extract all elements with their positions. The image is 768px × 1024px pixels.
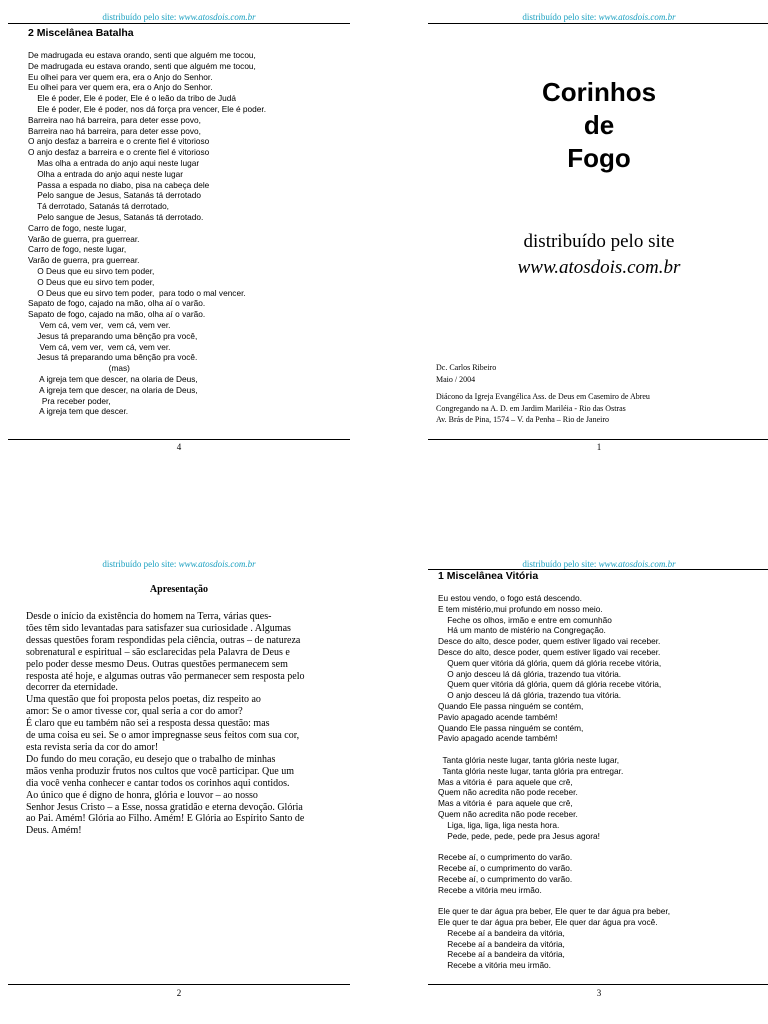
text-line: Deus. Amém! (26, 825, 82, 837)
page-number: 3 (596, 988, 602, 998)
text-line: Eu olhei para ver quem era, era o Anjo do Senhor. (28, 71, 213, 82)
text-line: Recebe a vitória meu irmão. (438, 884, 542, 895)
text-line: O Deus que eu sirvo tem poder, para todo o mal vencer. (28, 287, 246, 298)
text-line: Pavio apagado acende também! (438, 733, 558, 744)
text-line: Pede, pede, pede, pede pra Jesus agora! (438, 830, 600, 841)
text-line: Jesus tá preparando uma bênção pra você. (28, 352, 198, 363)
text-line: Mas a vitória é para aquele que crê, (438, 798, 573, 809)
text-line: Barreira nao há barreira, para deter esse povo, (28, 114, 201, 125)
cover-title-line: Fogo (567, 143, 631, 173)
text-line: dia você venha conhecer e cantar todos os corinhos aqui contidos. (26, 777, 290, 789)
text-line: Passa a espada no diabo, pisa na cabeça dele (28, 179, 210, 190)
text-line: O Deus que eu sirvo tem poder, (28, 276, 155, 287)
text-line: O anjo desceu lá dá glória, trazendo tua vitória. (438, 690, 622, 701)
text-line: Sapato de fogo, cajado na mão, olha aí o varão. (28, 309, 206, 320)
text-line: sobrenatural e espiritual – são esclarecidas pela Palavra de Deus e (26, 646, 290, 658)
song-title: 1 Miscelânea Vitória (438, 570, 539, 582)
text-line: Quem quer vitória dá glória, quem dá glória recebe vitória, (438, 657, 662, 668)
page-1 (428, 0, 768, 460)
text-line: dessas questões foram respondidas pela ciência, outras – de natureza (26, 634, 301, 646)
credit-line: Diácono da Igreja Evangélica Ass. de Deus em Casemiro de Abreu (436, 392, 650, 401)
text-line: ao Pai. Amém! Glória ao Filho. Amém! E Glória ao Espírito Santo de (26, 813, 305, 825)
text-line: E tem mistério,mui profundo em nosso meio. (438, 603, 603, 614)
text-line: Desce do alto, desce poder, quem estiver ligado vai receber. (438, 646, 661, 657)
text-line: Ele quer te dar água pra beber, Ele quer dar água pra você. (438, 916, 658, 927)
text-line: Ao único que é digno de honra, glória e louvor – ao nosso (26, 789, 258, 801)
text-line: Quando Ele passa ninguém se contém, (438, 700, 584, 711)
text-line: Recebe aí, o cumprimento do varão. (438, 862, 573, 873)
footer-rule (8, 439, 350, 440)
header-rule (8, 23, 350, 24)
text-line: Vem cá, vem ver, vem cá, vem ver. (28, 341, 171, 352)
text-line: Mas olha a entrada do anjo aqui neste lugar (28, 157, 200, 168)
page-3 (428, 540, 768, 1020)
text-line: Recebe aí a bandeira da vitória, (438, 938, 565, 949)
text-line: De madrugada eu estava orando, senti que alguém me tocou, (28, 50, 256, 60)
text-line: Recebe aí a bandeira da vitória, (438, 927, 565, 938)
text-line: pelo poder desse mesmo Deus. Outras questões permanecem sem (26, 658, 288, 670)
text-line: Pelo sangue de Jesus, Satanás tá derrotado (28, 190, 201, 201)
song-lyrics (438, 593, 768, 971)
text-line: Vem cá, vem ver, vem cá, vem ver. (28, 319, 171, 330)
text-line: amor: Se o amor tivesse cor, qual seria a cor do amor? (26, 706, 243, 718)
text-line: Uma questão que foi proposta pelos poetas, diz respeito ao (26, 694, 261, 706)
page-header: distribuído pelo site: www.atosdois.com.br (522, 12, 676, 22)
text-line: Tanta glória neste lugar, tanta glória neste lugar, (438, 754, 620, 765)
credit-line: Congregando na A. D. em Jardim Mariléia - Rio das Ostras (436, 403, 626, 413)
text-line: Ele é poder, Ele é poder, Ele é o leão da tribo de Judá (28, 93, 237, 104)
text-line: Recebe aí a bandeira da vitória, (438, 949, 565, 960)
page-header: distribuído pelo site: www.atosdois.com.br (102, 559, 256, 569)
cover-site-url: www.atosdois.com.br (517, 257, 681, 278)
text-line: Desce do alto, desce poder, quem estiver ligado vai receber. (438, 636, 661, 647)
text-line: De madrugada eu estava orando, senti que alguém me tocou, (28, 60, 256, 71)
cover-title-line: de (583, 110, 615, 140)
credit-line: Av. Brás de Pina, 1574 – V. da Penha – Rio de Janeiro (436, 415, 610, 424)
text-line: Recebe a vitória meu irmão. (438, 960, 551, 971)
text-line: Ele quer te dar água pra beber, Ele quer te dar água pra beber, (438, 906, 671, 917)
text-line: Senhor Jesus Cristo – a Esse, nossa gratidão e eterna devoção. Glória (26, 801, 303, 813)
text-line: Quem não acredita não pode receber. (438, 808, 578, 819)
text-line: Ele é poder, Ele é poder, nos dá força pra vencer, Ele é poder. (28, 103, 267, 114)
text-line: Pelo sangue de Jesus, Satanás tá derrotado. (28, 211, 204, 222)
text-line: resposta até hoje, e algumas outras vão permanecer sem resposta pelo (26, 670, 305, 682)
text-line: Barreira nao há barreira, para deter esse povo, (28, 125, 201, 136)
text-line: Feche os olhos, irmão e entre em comunhão (438, 614, 612, 625)
section-title: Apresentação (149, 584, 209, 595)
text-line: Mas a vitória é para aquele que crê, (438, 776, 573, 787)
text-line: Pra receber poder, (28, 395, 111, 406)
text-line: Recebe aí, o cumprimento do varão. (438, 873, 573, 884)
text-line: Quando Ele passa ninguém se contém, (438, 722, 584, 733)
text-line: O Deus que eu sirvo tem poder, (28, 265, 155, 276)
footer-rule (428, 984, 768, 985)
text-line: Sapato de fogo, cajado na mão, olha aí o varão. (28, 298, 206, 309)
page-header: distribuído pelo site: www.atosdois.com.br (522, 559, 676, 569)
text-line (438, 841, 768, 852)
text-line: Olha a entrada do anjo aqui neste lugar (28, 168, 183, 179)
text-line: Pavio apagado acende também! (438, 711, 558, 722)
header-rule (428, 23, 768, 24)
text-line: decorrer da eternidade. (26, 682, 118, 694)
text-line: Desde o início da existência do homem na Terra, várias ques- (26, 611, 272, 622)
text-line: A igreja tem que descer, na olaria de Deus, (28, 384, 198, 395)
text-line: mãos venha produzir frutos nos cultos que você participar. Que um (26, 765, 294, 777)
text-line: Eu olhei para ver quem era, era o Anjo do Senhor. (28, 82, 213, 93)
text-line (438, 895, 768, 906)
page-4 (8, 0, 350, 460)
text-line: O anjo desfaz a barreira e o crente fiel é vitorioso (28, 136, 210, 147)
text-line: Do fundo do meu coração, eu desejo que o trabalho de minhas (26, 753, 276, 765)
cover-title-line: Corinhos (541, 77, 657, 107)
page-number: 4 (176, 442, 182, 452)
text-line: O anjo desfaz a barreira e o crente fiel é vitorioso (28, 147, 210, 158)
text-line: A igreja tem que descer. (28, 406, 129, 417)
text-line: tões têm sido levantadas para satisfazer sua curiosidade . Algumas (26, 622, 291, 634)
text-line: Há um manto de mistério na Congregação. (438, 625, 606, 636)
footer-rule (8, 984, 350, 985)
text-line: Carro de fogo, neste lugar, (28, 244, 127, 255)
text-line (438, 744, 768, 755)
text-line: O anjo desceu lá dá glória, trazendo tua vitória. (438, 668, 622, 679)
presentation-text (26, 611, 330, 837)
text-line: Tá derrotado, Satanás tá derrotado, (28, 201, 169, 212)
credit-line: Maio / 2004 (436, 374, 476, 384)
song-title: 2 Miscelânea Batalha (28, 27, 134, 39)
page-header: distribuído pelo site: www.atosdois.com.br (102, 12, 256, 22)
text-line: Tanta glória neste lugar, tanta glória pra entregar. (438, 765, 624, 776)
page-number: 2 (176, 988, 182, 998)
text-line: Varão de guerra, pra guerrear. (28, 233, 140, 244)
text-line: de uma coisa eu sei. Se o amor impregnasse seus feitos com sua cor, (26, 730, 300, 742)
text-line: Liga, liga, liga, liga nesta hora. (438, 819, 560, 830)
text-line: esta revista seria da cor do amor! (26, 741, 159, 753)
song-lyrics (28, 50, 370, 417)
text-line: Recebe aí, o cumprimento do varão. (438, 852, 573, 863)
text-line: Quem quer vitória dá glória, quem dá glória recebe vitória, (438, 679, 662, 690)
cover-site (428, 229, 768, 281)
text-line: (mas) (28, 363, 130, 374)
text-line: Jesus tá preparando uma bênção pra você, (28, 330, 198, 341)
cover-title (428, 76, 768, 175)
text-line: Eu estou vendo, o fogo está descendo. (438, 593, 582, 603)
footer-rule (428, 439, 768, 440)
text-line: Varão de guerra, pra guerrear. (28, 255, 140, 266)
cover-site-line: distribuído pelo site (523, 231, 675, 252)
credit-line: Dc. Carlos Ribeiro (436, 363, 497, 372)
text-line: É claro que eu também não sei a resposta dessa questão: mas (26, 718, 270, 730)
text-line: Carro de fogo, neste lugar, (28, 222, 127, 233)
page-2 (8, 540, 350, 1020)
text-line: A igreja tem que descer, na olaria de Deus, (28, 373, 198, 384)
page-number: 1 (596, 442, 602, 452)
text-line: Quem não acredita não pode receber. (438, 787, 578, 798)
author-credits (436, 362, 768, 426)
